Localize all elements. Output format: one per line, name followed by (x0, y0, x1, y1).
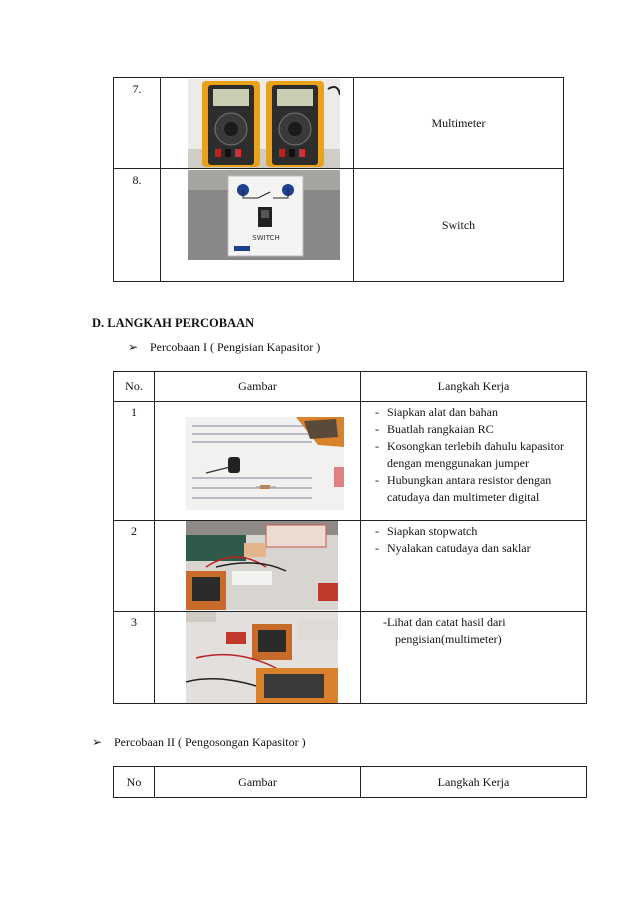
header-no: No (114, 767, 155, 798)
percobaan2-bullet (92, 735, 306, 750)
steps-cell (361, 402, 587, 521)
header-gambar: Gambar (155, 767, 361, 798)
percobaan1-title: Percobaan I ( Pengisian Kapasitor ) (150, 340, 321, 354)
measurement-photo (186, 612, 338, 703)
row-number: 2 (114, 521, 155, 612)
list-item: - Hubungkan antara resistor dengan catudaya dan multimeter digital (375, 473, 552, 504)
table-row (114, 521, 587, 612)
steps-cell (361, 612, 587, 704)
header-gambar: Gambar (155, 372, 361, 402)
step-text: -Lihat dan catat hasil dari pengisian(multimeter) (383, 615, 506, 646)
switch-photo (188, 170, 340, 260)
multimeter-photo (188, 79, 340, 168)
dash-icon: - (375, 541, 379, 555)
breadboard-image (186, 417, 344, 510)
image-cell (161, 78, 354, 169)
arrow-bullet-icon: ➢ (92, 735, 103, 749)
table-header-row (114, 372, 587, 402)
dash-icon: - (375, 524, 379, 538)
row-number: 3 (114, 612, 155, 704)
table-row (114, 78, 564, 169)
dash-icon: - (375, 473, 379, 487)
list-item: - Buatlah rangkaian RC (375, 422, 494, 436)
switch-box-text: SWITCH (252, 234, 280, 242)
image-cell (155, 521, 361, 612)
image-cell (155, 402, 361, 521)
dash-icon: - (375, 405, 379, 419)
list-item: - Nyalakan catudaya dan saklar (375, 541, 531, 555)
percobaan2-table (113, 766, 587, 798)
setup-photo (186, 521, 338, 610)
steps-list (365, 404, 582, 506)
table-header-row (114, 767, 587, 798)
breadboard-photo (186, 417, 344, 510)
list-item: - Siapkan alat dan bahan (375, 405, 498, 419)
table-row (114, 402, 587, 521)
percobaan1-bullet (128, 340, 320, 355)
header-langkah: Langkah Kerja (361, 767, 587, 798)
dash-icon: - (375, 422, 379, 436)
equipment-table (113, 77, 564, 282)
steps-list (365, 523, 582, 557)
measurement-image (186, 612, 338, 703)
image-cell (161, 169, 354, 282)
image-cell (155, 612, 361, 704)
table-row (114, 612, 587, 704)
row-number: 1 (114, 402, 155, 521)
equipment-label: Switch (354, 169, 564, 282)
multimeter-image (188, 79, 340, 168)
dash-icon: - (375, 439, 379, 453)
percobaan1-table (113, 371, 587, 704)
setup-image (186, 521, 338, 610)
header-no: No. (114, 372, 155, 402)
table-row (114, 169, 564, 282)
header-langkah: Langkah Kerja (361, 372, 587, 402)
list-item: - Siapkan stopwatch (375, 524, 478, 538)
steps-cell (361, 521, 587, 612)
equipment-label: Multimeter (354, 78, 564, 169)
list-item: - Kosongkan terlebih dahulu kapasitor dengan menggunakan jumper (375, 439, 564, 470)
row-number: 8. (114, 169, 161, 282)
arrow-bullet-icon: ➢ (128, 340, 139, 354)
switch-image (188, 170, 340, 260)
row-number: 7. (114, 78, 161, 169)
section-heading: D. LANGKAH PERCOBAAN (92, 316, 255, 330)
percobaan2-title: Percobaan II ( Pengosongan Kapasitor ) (114, 735, 306, 749)
